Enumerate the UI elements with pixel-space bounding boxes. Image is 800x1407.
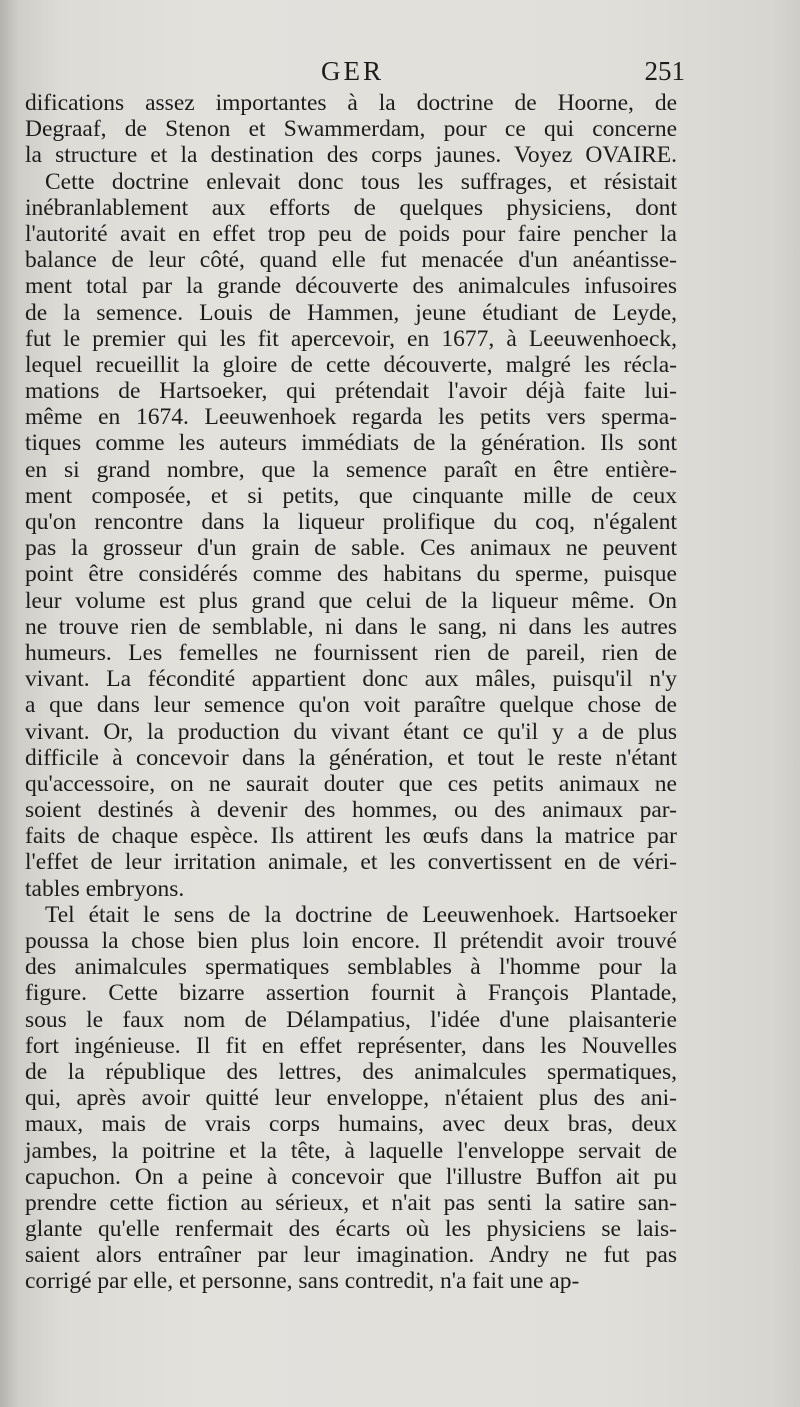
text-line: faits de chaque espèce. Ils attirent les œufs dans la matrice par <box>25 823 677 850</box>
text-line: qu'on rencontre dans la liqueur prolifique du coq, n'égalent <box>25 509 677 535</box>
text-line: ment total par la grande découverte des animalcules infusoires <box>25 273 677 300</box>
text-line: Tel était le sens de la doctrine de Leeuwenhoek. Hartsoeker <box>45 901 677 928</box>
text-line: ment composée, et si petits, que cinquante mille de ceux <box>25 482 677 509</box>
text-line: des animalcules spermatiques semblables à l'homme pour la <box>25 954 677 981</box>
text-line: qu'accessoire, on ne saurait douter que ces petits animaux ne <box>25 770 677 797</box>
text-line: ne trouve rien de semblable, ni dans le sang, ni dans les autres <box>25 613 677 640</box>
text-line: lequel recueillit la gloire de cette découverte, malgré les récla- <box>25 351 677 378</box>
text-line: fort ingénieuse. Il fit en effet représenter, dans les Nouvelles <box>25 1032 677 1059</box>
text-line: capuchon. On a peine à concevoir que l'illustre Buffon ait pu <box>25 1163 677 1190</box>
text-line: difficile à concevoir dans la génération, et tout le reste n'étant <box>25 744 677 771</box>
text-line: de la république des lettres, des animalcules spermatiques, <box>25 1058 677 1085</box>
text-line: de la semence. Louis de Hammen, jeune étudiant de Leyde, <box>25 299 677 326</box>
text-line: l'effet de leur irritation animale, et les convertissent en de véri- <box>25 849 677 876</box>
text-line: a que dans leur semence qu'on voit paraître quelque chose de <box>25 692 677 719</box>
text-line: qui, après avoir quitté leur enveloppe, n'étaient plus des ani- <box>25 1085 677 1112</box>
text-line: saient alors entraîner par leur imagination. Andry ne fut pas <box>25 1242 677 1269</box>
text-line: glante qu'elle renfermait des écarts où les physiciens se lais- <box>25 1216 677 1243</box>
text-line: maux, mais de vrais corps humains, avec deux bras, deux <box>25 1111 677 1138</box>
text-line: en si grand nombre, que la semence paraît en être entière- <box>25 456 677 483</box>
text-line: corrigé par elle, et personne, sans contredit, n'a fait une ap- <box>25 1268 580 1295</box>
text-line: la structure et la destination des corps jaunes. Voyez OVAIRE. <box>25 142 677 169</box>
text-line: figure. Cette bizarre assertion fournit à François Plantade, <box>25 980 677 1007</box>
text-line: leur volume est plus grand que celui de la liqueur même. On <box>25 587 677 614</box>
text-line: poussa la chose bien plus loin encore. Il prétendit avoir trouvé <box>25 928 677 954</box>
text-line: balance de leur côté, quand elle fut menacée d'un anéantisse- <box>25 247 677 274</box>
running-head: GER <box>321 56 384 86</box>
text-line: tables embryons. <box>25 875 185 902</box>
text-line: difications assez importantes à la doctrine de Hoorne, de <box>25 90 677 116</box>
text-line: vivant. Or, la production du vivant étant ce qu'il y a de plus <box>25 718 677 745</box>
text-line: même en 1674. Leeuwenhoek regarda les petits vers sperma- <box>25 404 677 431</box>
text-line: jambes, la poitrine et la tête, à laquelle l'enveloppe servait de <box>25 1137 677 1164</box>
text-line: l'autorité avait en effet trop peu de poids pour faire pencher la <box>25 220 677 247</box>
body-text <box>25 90 677 1295</box>
page-number: 251 <box>644 56 685 86</box>
text-line: point être considérés comme des habitans du sperme, puisque <box>25 561 677 588</box>
text-line: sous le faux nom de Délampatius, l'idée d'une plaisanterie <box>25 1006 677 1033</box>
text-line: prendre cette fiction au sérieux, et n'ait pas senti la satire san- <box>25 1189 677 1216</box>
text-line: humeurs. Les femelles ne fournissent rien de pareil, rien de <box>25 639 677 666</box>
text-line: soient destinés à devenir des hommes, ou des animaux par- <box>25 797 677 824</box>
text-line: mations de Hartsoeker, qui prétendait l'avoir déjà faite lui- <box>25 378 677 405</box>
text-line: Degraaf, de Stenon et Swammerdam, pour ce qui concerne <box>25 116 677 143</box>
text-line: inébranlablement aux efforts de quelques physiciens, dont <box>25 194 677 221</box>
text-line: pas la grosseur d'un grain de sable. Ces animaux ne peuvent <box>25 535 677 562</box>
text-line: tiques comme les auteurs immédiats de la génération. Ils sont <box>25 430 677 457</box>
text-line: Cette doctrine enlevait donc tous les suffrages, et résistait <box>45 168 677 195</box>
text-line: vivant. La fécondité appartient donc aux mâles, puisqu'il n'y <box>25 666 677 693</box>
page-header <box>20 56 685 90</box>
text-line: fut le premier qui les fit apercevoir, en 1677, à Leeuwenhoeck, <box>25 325 677 352</box>
